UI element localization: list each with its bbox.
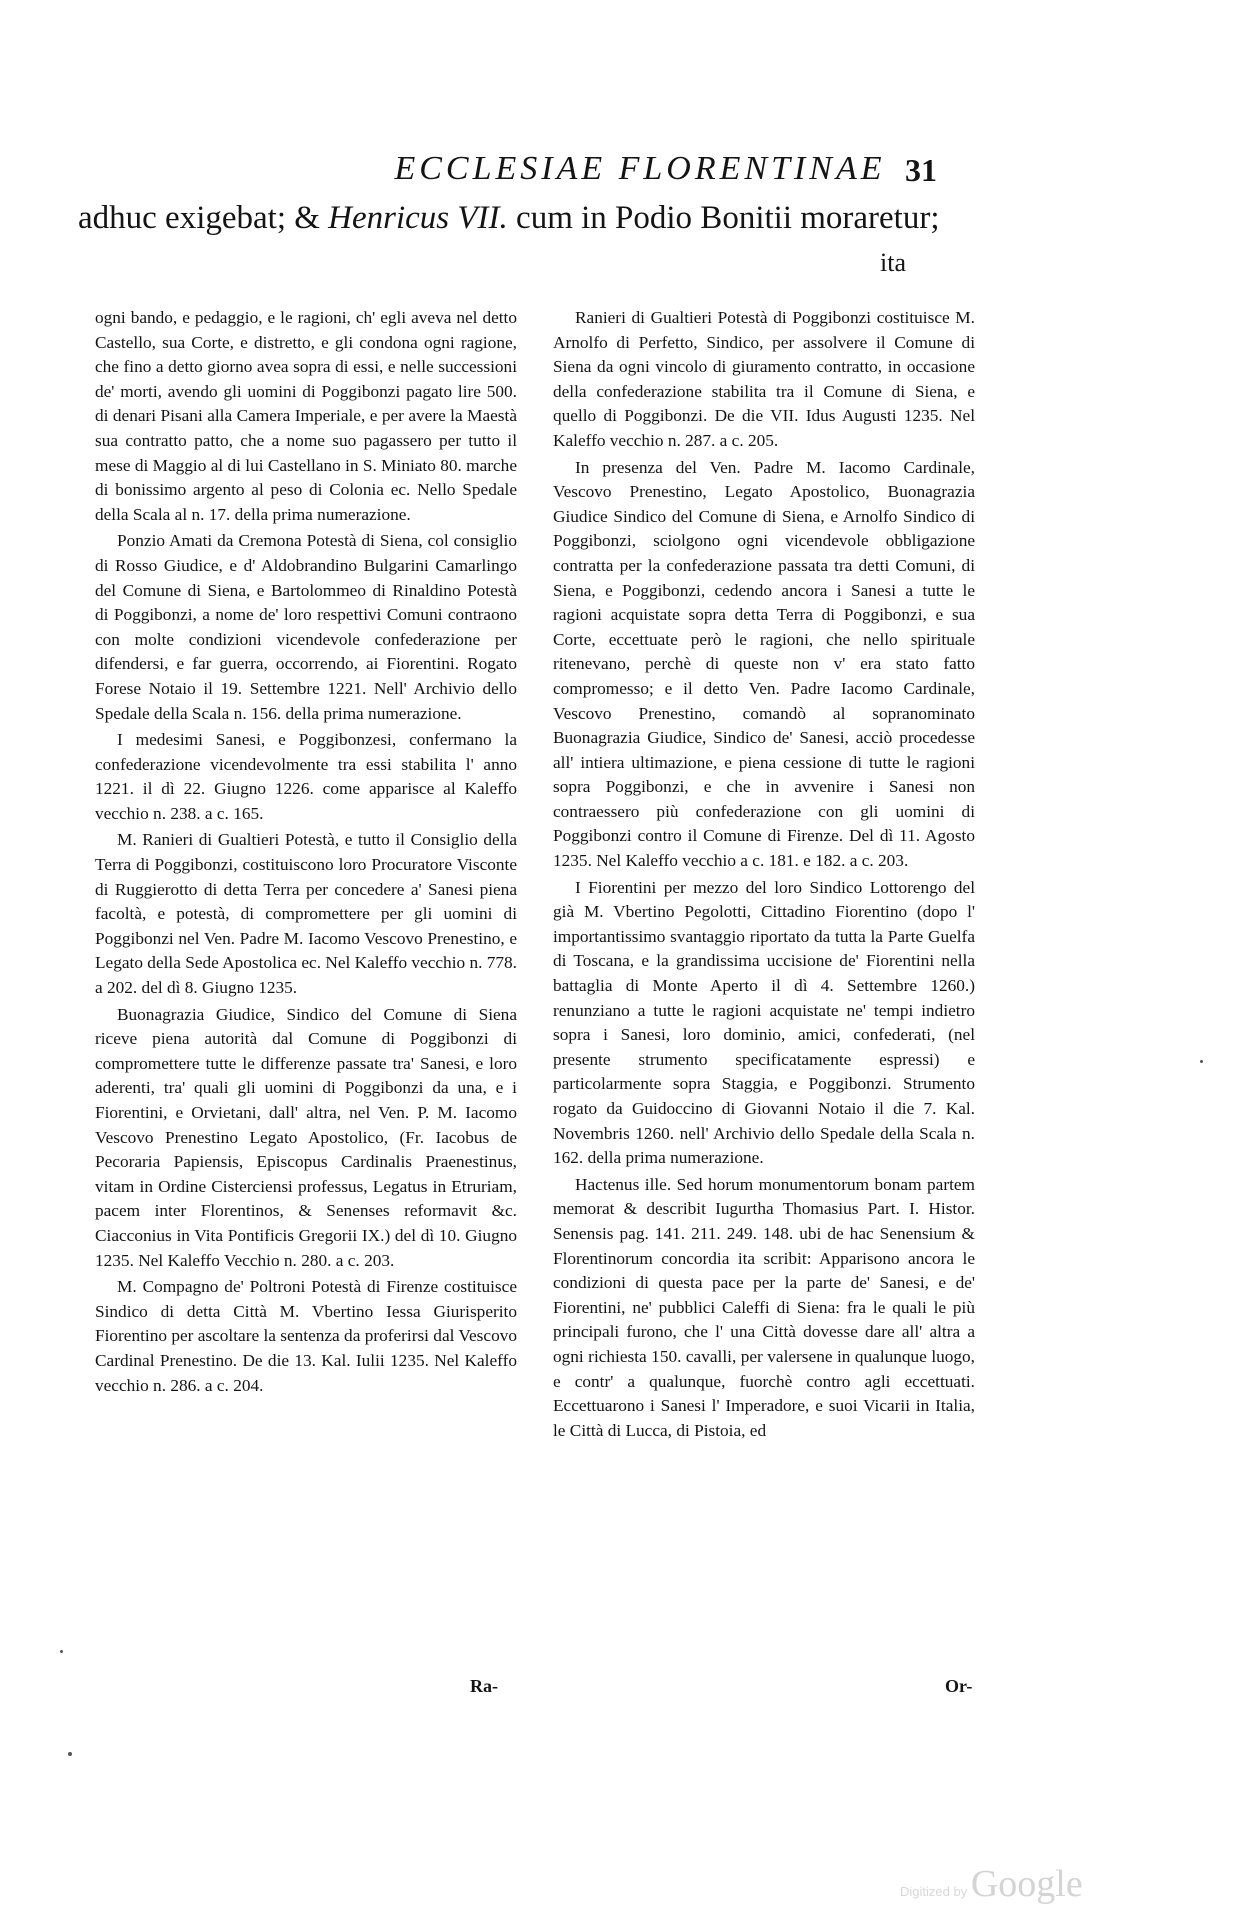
- digitized-watermark: [900, 1862, 1083, 1906]
- ink-speck: [60, 1650, 63, 1653]
- ink-speck: [68, 1752, 72, 1756]
- lead-text-2: cum in Podio Bonitii moraretur;: [507, 200, 940, 236]
- watermark-prefix: Digitized by: [900, 1884, 968, 1899]
- lead-text-1: adhuc exigebat; &: [78, 200, 329, 236]
- left-paragraph: ogni bando, e pedaggio, e le ragioni, ch' egli aveva nel detto Castello, sua Corte, e distretto, e gli condona ogni ragione, che fino a detto giorno avea sopra di essi, e nelle successioni de' morti, avendo gli uomini di Poggibonzi pagato lire 500. di denari Pisani alla Camera Imperiale, e per avere la Maestà sua contratto patto, che a nome suo pagassero per tutto il mese di Maggio al di lui Castellano in S. Miniato 80. marche di bonissimo argento al peso di Colonia ec. Nello Spedale della Scala al n. 17. della prima numerazione.: [95, 308, 517, 524]
- right-column: [553, 306, 975, 1445]
- watermark-brand: Google: [970, 1863, 1083, 1905]
- left-paragraph: M. Ranieri di Gualtieri Potestà, e tutto il Consiglio della Terra di Poggibonzi, costituiscono loro Procuratore Visconte di Ruggierotto di detta Terra per concedere a' Sanesi piena facoltà, e potestà, di compromettere per gli uomini di Poggibonzi nel Ven. Padre M. Iacomo Vescovo Prenestino, e Legato della Sede Apostolica ec. Nel Kaleffo vecchio n. 778. a 202. del dì 8. Giugno 1235.: [95, 830, 517, 998]
- left-paragraph: M. Compagno de' Poltroni Potestà di Firenze costituisce Sindico di detta Città M. Vbertino Iessa Giurisperito Fiorentino per ascoltare la sentenza da proferirsi dal Vescovo Cardinal Prenestino. De die 13. Kal. Iulii 1235. Nel Kaleffo vecchio n. 286. a c. 204.: [95, 1277, 517, 1395]
- right-paragraph: Ranieri di Gualtieri Potestà di Poggibonzi costituisce M. Arnolfo di Perfetto, Sindico, per assolvere il Comune di Siena da ogni vincolo di giuramento contratto, in occasione della confederazione stabilita tra il Comune di Siena, e quello di Poggibonzi. De die VII. Idus Augusti 1235. Nel Kaleffo vecchio n. 287. a c. 205.: [553, 308, 975, 450]
- right-paragraph: In presenza del Ven. Padre M. Iacomo Cardinale, Vescovo Prenestino, Legato Apostolico, Buonagrazia Giudice Sindico del Comune di Siena, e Arnolfo Sindico di Poggibonzi, sciolgono ogni vicendevole obbligazione contratta per la confederazione passata tra detti Comuni, di Siena, e Poggibonzi, cedendo ancora i Sanesi a tutte le ragioni acquistate sopra detta Terra di Poggibonzi, e sua Corte, eccettuate però le ragioni, che nello spirituale ritenevano, perchè di queste non v' era stato fatto compromesso; e il detto Ven. Padre Iacomo Cardinale, Vescovo Prenestino, comandò al sopranominato Buonagrazia Giudice, Sindico de' Sanesi, acciò procedesse all' intiera ultimazione, e piena cessione di tutte le ragioni sopra Poggibonzi, e che in avvenire i Sanesi non contraessero più confederazione con gli uomini di Poggibonzi contro il Comune di Firenze. Del dì 11. Agosto 1235. Nel Kaleffo vecchio a c. 181. e 182. a c. 203.: [553, 457, 975, 871]
- lead-tail: ita: [880, 248, 906, 277]
- running-title: ECCLESIAE FLORENTINAE: [394, 150, 886, 187]
- lead-text-italic: Henricus VII.: [328, 200, 508, 236]
- left-paragraph: Buonagrazia Giudice, Sindico del Comune di Siena riceve piena autorità dal Comune di Poggibonzi di compromettere tutte le differenze passate tra' Sanesi, e loro aderenti, tra' quali gli uomini di Poggibonzi da una, e i Fiorentini, e Orvietani, dall' altra, nel Ven. P. M. Iacomo Vescovo Prenestino Legato Apostolico, (Fr. Iacobus de Pecoraria Papiensis, Episcopus Cardinalis Praenestinus, vitam in Ordine Cisterciensi professus, Legatus in Etruriam, pacem inter Florentinos, & Senenses reformavit &c. Ciacconius in Vita Pontificis Gregorii IX.) del dì 10. Giugno 1235. Nel Kaleffo Vecchio n. 280. a c. 203.: [95, 1004, 517, 1270]
- ink-speck: [1200, 1060, 1203, 1063]
- catchword-right: Or-: [945, 1676, 973, 1696]
- left-paragraph: Ponzio Amati da Cremona Potestà di Siena, col consiglio di Rosso Giudice, e d' Aldobrandino Bulgarini Camarlingo del Comune di Siena, e Bartolommeo di Rinaldino Potestà di Poggibonzi, a nome de' loro respettivi Comuni contraono con molte condizioni vicendevole confederazione per difendersi, e far guerra, occorrendo, ai Fiorentini. Rogato Forese Notaio il 19. Settembre 1221. Nell' Archivio dello Spedale della Scala n. 156. della prima numerazione.: [95, 531, 517, 723]
- right-paragraph: Hactenus ille. Sed horum monumentorum bonam partem memorat & describit Iugurtha Thomasius Part. I. Histor. Senensis pag. 141. 211. 249. 148. ubi de hac Senensium & Florentinorum concordia ita scribit: Apparisono ancora le condizioni di questa pace per la parte de' Sanesi, e de' Fiorentini, ne' pubblici Caleffi di Siena: fra le quali le più principali furono, che l' una Città dovesse dare all' altra a ogni richiesta 150. cavalli, per valersene in qualunque luogo, e contr' a qualunque, fuorchè contro agli eccettuati. Eccettuarono i Sanesi l' Imperadore, e suoi Vicarii in Italia, le Città di Lucca, di Pistoia, ed: [553, 1174, 975, 1440]
- left-column: [95, 306, 517, 1400]
- left-paragraph: I medesimi Sanesi, e Poggibonzesi, confermano la confederazione vicendevolmente tra essi stabilita l' anno 1221. il dì 22. Giugno 1226. come apparisce al Kaleffo vecchio n. 238. a c. 165.: [95, 730, 517, 823]
- page-number: 31: [905, 152, 937, 188]
- lead-line: [78, 200, 998, 237]
- right-paragraph: I Fiorentini per mezzo del loro Sindico Lottorengo del già M. Vbertino Pegolotti, Cittadino Fiorentino (dopo l' importantissimo svantaggio riportato da tutta la Parte Guelfa di Toscana, e la grandissima uccisione de' Fiorentini nella battaglia di Monte Aperto il dì 4. Settembre 1260.) renunziano a tutte le ragioni acquistate ne' tempi indietro sopra i Sanesi, loro dominio, amici, confederati, (nel presente strumento specificatamente espressi) e particolarmente sopra Staggia, e Poggibonzi. Strumento rogato da Guidoccino di Giovanni Notaio il die 7. Kal. Novembris 1260. nell' Archivio dello Spedale della Scala n. 162. della prima numerazione.: [553, 877, 975, 1168]
- catchword-left: Ra-: [470, 1676, 498, 1696]
